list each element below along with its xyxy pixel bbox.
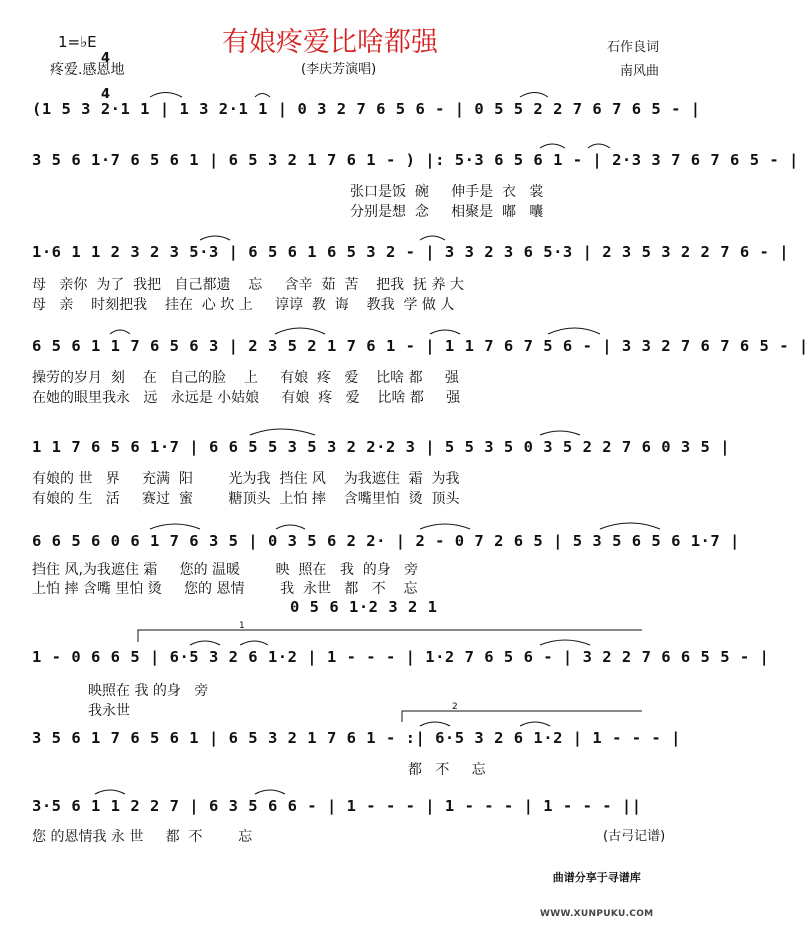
slur — [420, 722, 450, 726]
score-row-5-lyrics-verse-1: 有娘的 世 界 充满 阳 光为我 挡住 风 为我遮住 霜 为我 — [32, 471, 460, 487]
score-row-6-lyrics-verse-1: 挡住 风,为我遮住 霜 您的 温暖 映 照在 我 的身 旁 — [32, 562, 419, 578]
composer-credit: 南风曲 — [620, 64, 660, 79]
score-row-3-lyrics-verse-2: 母 亲 时刻把我 挂在 心 坎 上 谆谆 教 诲 教我 学 做 人 — [32, 297, 455, 313]
slur — [255, 790, 285, 794]
score-row-9-notes: 3·5 6 1 1 2 2 7 | 6 3 5 6 6 - | 1 - - - | 1 - - - | 1 - - - || — [32, 797, 642, 815]
transcriber-credit: (古弓记谱) — [603, 829, 666, 844]
slur — [540, 640, 590, 645]
slur — [520, 722, 550, 726]
singer-credit: (李庆芳演唱) — [301, 62, 377, 77]
slur — [540, 431, 580, 435]
slur — [240, 641, 268, 645]
slur — [200, 236, 230, 240]
slur — [588, 144, 610, 148]
tempo-expression: 疼爱.感恩地 — [50, 62, 125, 78]
slur — [420, 524, 470, 529]
slur — [150, 524, 200, 529]
score-row-6-lyrics-verse-2: 上怕 摔 含嘴 里怕 烫 您的 恩情 我 永世 都 不 忘 — [32, 581, 418, 597]
score-row-7-notes: 1 - 0 6 6 5 | 6·5 3 2 6 1·2 | 1 - - - | 1·2 7 6 5 6 - | 3 2 2 7 6 6 5 5 - | — [32, 648, 770, 666]
score-row-2-lyrics-verse-1: 张口是饭 碗 伸手是 衣 裳 — [350, 184, 544, 200]
watermark-url: WWW.XUNPUKU.COM — [540, 909, 654, 919]
first-ending-number: 1 — [239, 621, 245, 631]
score-row-6-notes: 6 6 5 6 0 6 1 7 6 3 5 | 0 3 5 6 2 2· | 2 - 0 7 2 6 5 | 5 3 5 6 5 6 1·7 | — [32, 532, 740, 550]
watermark-title: 曲谱分享于寻谱库 — [552, 871, 641, 884]
score-row-1-notes: (1 5 3 2·1 1 | 1 3 2·1 1 | 0 3 2 7 6 5 6 - | 0 5 5 2 2 7 6 7 6 5 - | — [32, 100, 701, 118]
slur — [255, 94, 270, 98]
score-row-5-lyrics-verse-2: 有娘的 生 活 赛过 蜜 糖顶头 上怕 摔 含嘴里怕 烫 顶头 — [32, 491, 460, 507]
slur — [250, 429, 315, 435]
key-signature: 1=♭E — [58, 33, 97, 51]
score-row-9-lyrics: 您 的恩情我 永 世 都 不 忘 — [32, 829, 253, 845]
second-ending-bracket — [402, 711, 642, 722]
score-row-7-lyrics-verse-1: 映照在 我 的身 旁 — [88, 683, 209, 699]
slur — [190, 641, 220, 645]
score-row-2-lyrics-verse-2: 分别是想 念 相聚是 嘟 囔 — [350, 204, 544, 220]
lyricist-credit: 石作良词 — [607, 40, 660, 55]
score-row-4-lyrics-verse-2: 在她的眼里我永 远 永远是 小姑娘 有娘 疼 爱 比啥 都 强 — [32, 390, 461, 406]
score-row-4-lyrics-verse-1: 操劳的岁月 刻 在 自己的脸 上 有娘 疼 爱 比啥 都 强 — [32, 370, 459, 386]
score-row-8-lyrics: 都 不 忘 — [408, 762, 486, 778]
slur — [600, 523, 660, 529]
site-watermark — [540, 848, 653, 932]
time-signature-bottom: 4 — [101, 87, 111, 102]
score-row-3-notes: 1·6 1 1 2 3 2 3 5·3 | 6 5 6 1 6 5 3 2 - | 3 3 2 3 6 5·3 | 2 3 5 3 2 2 7 6 - | — [32, 243, 790, 261]
slur — [540, 144, 565, 148]
slur — [95, 790, 125, 794]
slur — [548, 328, 600, 334]
score-row-7-lyrics-verse-2: 我永世 — [88, 703, 130, 719]
score-row-8-notes: 3 5 6 1 7 6 5 6 1 | 6 5 3 2 1 7 6 1 - :| 6·5 3 2 6 1·2 | 1 - - - | — [32, 729, 681, 747]
score-row-3-lyrics-verse-1: 母 亲你 为了 我把 自己都遗 忘 含辛 茹 苦 把我 抚 养 大 — [32, 277, 464, 293]
slur — [110, 330, 130, 334]
score-row-4-notes: 6 5 6 1 1 7 6 5 6 3 | 2 3 5 2 1 7 6 1 - | 1 1 7 6 7 5 6 - | 3 3 2 7 6 7 6 5 - | — [32, 337, 809, 355]
score-row-5-notes: 1 1 7 6 5 6 1·7 | 6 6 5 5 3 5 3 2 2·2 3 | 5 5 3 5 0 3 5 2 2 7 6 0 3 5 | — [32, 438, 731, 456]
slur — [420, 236, 445, 240]
second-ending-number: 2 — [452, 702, 458, 712]
page-title: 有娘疼爱比啥都强 — [222, 27, 438, 58]
time-signature-top: 4 — [101, 51, 111, 66]
slur — [520, 93, 548, 98]
slur — [150, 93, 182, 98]
slur — [276, 525, 305, 529]
slur — [275, 328, 325, 334]
slur — [430, 330, 460, 334]
score-row-7-upper-notes: 0 5 6 1·2 3 2 1 — [290, 598, 438, 616]
score-row-2-notes: 3 5 6 1·7 6 5 6 1 | 6 5 3 2 1 7 6 1 - ) |: 5·3 6 5 6 1 - | 2·3 3 7 6 7 6 5 - | — [32, 151, 799, 169]
